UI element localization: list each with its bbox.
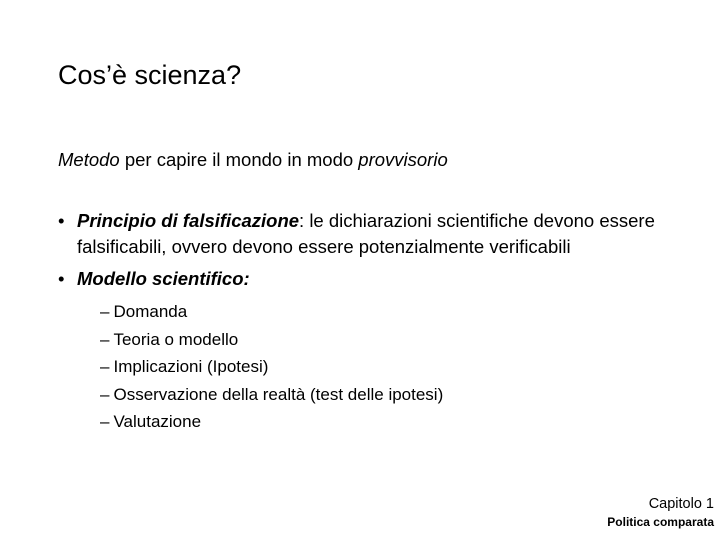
dash-marker: – <box>100 329 110 349</box>
model-step-label: Teoria o modello <box>113 329 239 349</box>
bullet-list <box>58 208 658 442</box>
intro-line <box>58 146 448 174</box>
bullet-text-falsification: : le dichiarazioni scientifiche devono essere falsificabili, ovvero devono essere potenzialmente verificabili <box>77 210 655 257</box>
intro-term-method: Metodo <box>58 149 120 170</box>
model-step <box>77 381 658 409</box>
model-step <box>77 353 658 381</box>
intro-text: per capire il mondo in modo <box>119 149 359 170</box>
bullet-scientific-model <box>58 266 658 436</box>
intro-term-provisional: provvisorio <box>358 149 448 170</box>
model-step-label: Valutazione <box>113 412 202 431</box>
chapter-label: Capitolo 1 <box>648 496 714 512</box>
model-step-label: Osservazione della realtà (test delle ipotesi) <box>113 384 444 404</box>
slide-title: Cos’è scienza? <box>58 60 242 90</box>
bullet-falsification <box>58 208 658 260</box>
book-title: Politica comparata <box>607 515 714 529</box>
model-step-label: Domanda <box>113 302 188 321</box>
bullet-term-falsification: Principio di falsificazione <box>77 210 300 231</box>
bullet-marker: • <box>58 210 65 231</box>
dash-marker: – <box>100 384 110 404</box>
dash-marker: – <box>100 302 110 321</box>
slide-footer <box>607 494 714 531</box>
model-step <box>77 408 658 436</box>
bullet-term-scientific-model: Modello scientifico: <box>77 268 250 289</box>
model-steps-list <box>77 298 658 436</box>
model-step <box>77 298 658 326</box>
dash-marker: – <box>100 357 110 376</box>
model-step <box>77 326 658 354</box>
model-step-label: Implicazioni (Ipotesi) <box>113 357 269 376</box>
bullet-marker: • <box>58 268 65 289</box>
dash-marker: – <box>100 412 110 431</box>
